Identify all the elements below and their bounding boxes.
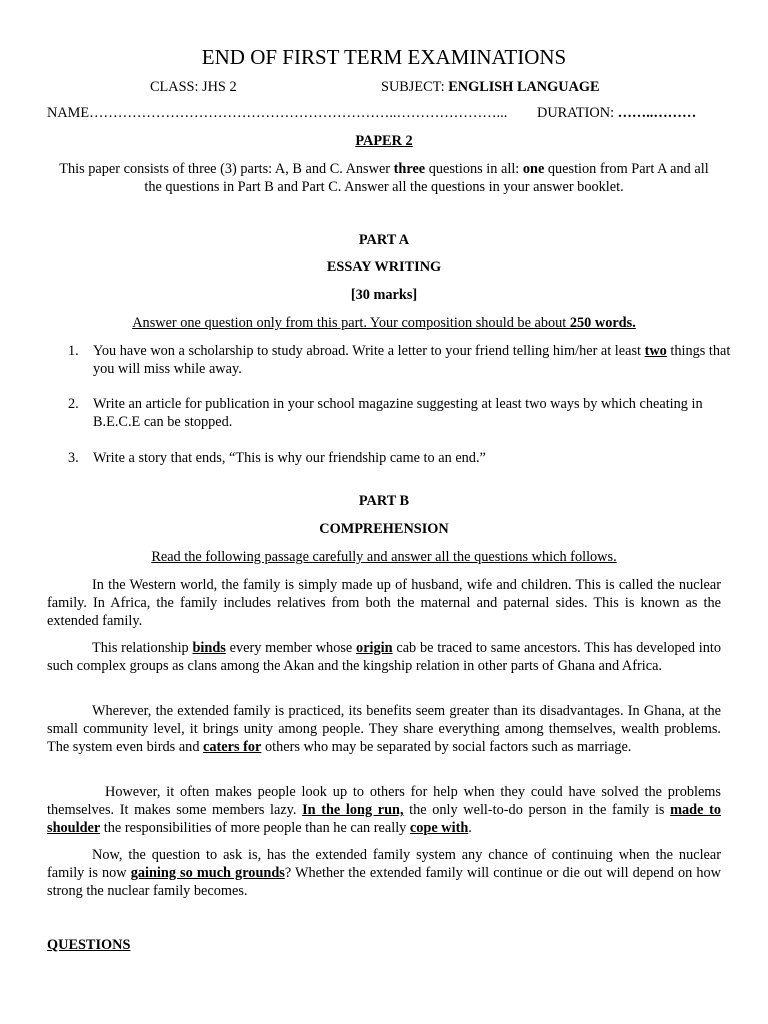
- subject-value: ENGLISH LANGUAGE: [448, 79, 600, 95]
- keyword-made-to-shoulder: made to shoulder: [47, 802, 721, 836]
- keyword-in-the-long-run: In the long run,: [302, 802, 404, 818]
- part-a-heading: PART A: [358, 232, 410, 248]
- paper-intro: [50, 160, 718, 196]
- exam-title: END OF FIRST TERM EXAMINATIONS: [201, 45, 567, 69]
- part-b-heading: PART B: [358, 493, 410, 509]
- paragraph-text: Now, the question to ask is, has the extended family system any chance of continuing when the nuclear family is now: [47, 847, 721, 881]
- passage-paragraph-2: [47, 639, 721, 675]
- class-label: CLASS: JHS 2: [150, 79, 237, 95]
- essay-question-2: Write an article for publication in your school magazine suggesting at least two ways by which cheating in B.E.C.E can be stopped.: [93, 396, 703, 430]
- paragraph-text: cab be traced to same ancestors. This has developed into such complex groups as clans among the Akan and the kingship relation in other parts of Ghana and Africa.: [47, 640, 721, 674]
- question-text: things that you will miss while away.: [93, 343, 731, 377]
- duration-label: DURATION:: [537, 105, 615, 121]
- paragraph-text: the responsibilities of more people than he can really: [100, 820, 410, 836]
- part-a-subheading: ESSAY WRITING: [326, 259, 442, 275]
- paragraph-text: ? Whether the extended family will continue or die out will depend on how strong the nuclear family becomes.: [47, 865, 722, 899]
- paper-title: PAPER 2: [355, 133, 413, 149]
- question-emphasis: two: [644, 343, 667, 359]
- subject-label: SUBJECT:: [381, 79, 445, 95]
- intro-text: question from Part A and all the questions in Part B and Part C. Answer all the questions in your answer booklet.: [144, 161, 709, 195]
- part-b-instruction: Read the following passage carefully and answer all the questions which follows.: [151, 549, 617, 565]
- questions-heading: QUESTIONS: [47, 937, 131, 953]
- keyword-binds: binds: [192, 640, 226, 656]
- paragraph-text: every member whose: [225, 640, 357, 656]
- passage-paragraph-4: [47, 783, 721, 837]
- name-line: NAME………………………………………………………..…………………...: [47, 105, 508, 121]
- intro-one: one: [522, 161, 545, 177]
- part-a-marks: [30 marks]: [350, 287, 418, 303]
- question-number: 3.: [68, 450, 79, 466]
- passage-paragraph-5: [47, 846, 721, 900]
- intro-text: This paper consists of three (3) parts: A, B and C. Answer: [59, 161, 394, 177]
- paragraph-text: the only well-to-do person in the family is: [403, 802, 671, 818]
- intro-text: questions in all:: [425, 161, 523, 177]
- intro-three: three: [393, 161, 426, 177]
- duration-line: [537, 105, 696, 122]
- question-number: 2.: [68, 396, 79, 412]
- subject-line: [381, 79, 600, 96]
- duration-value: ……..………: [617, 105, 697, 121]
- paragraph-text: In the Western world, the family is simply made up of husband, wife and children. This is called the nuclear family. In Africa, the family includes relatives from both the maternal and paternal sides. This is known as the extended family.: [47, 577, 721, 629]
- paragraph-text: .: [468, 820, 472, 836]
- paragraph-text: Wherever, the extended family is practiced, its benefits seem greater than its disadvantages. In Ghana, at the small community level, it brings unity among people. They share everything among themselves, wealth problems. The system even birds and: [47, 703, 721, 755]
- question-number: 1.: [68, 343, 79, 359]
- part-a-instruction: [0, 315, 768, 332]
- part-b-subheading: COMPREHENSION: [319, 521, 449, 537]
- essay-question-3: Write a story that ends, “This is why our friendship came to an end.”: [93, 450, 486, 466]
- keyword-caters-for: caters for: [203, 739, 262, 755]
- paragraph-text: This relationship: [92, 640, 193, 656]
- instruction-word-count: 250 words.: [569, 315, 636, 331]
- instruction-text: Answer one question only from this part. Your composition should be about: [132, 315, 570, 331]
- passage-paragraph-1: [47, 576, 721, 630]
- passage-paragraph-3: [47, 702, 721, 756]
- keyword-cope-with: cope with: [409, 820, 469, 836]
- question-text: You have won a scholarship to study abroad. Write a letter to your friend telling him/her at least: [93, 343, 645, 359]
- paragraph-text: However, it often makes people look up to others for help when they could have solved the problems themselves. It makes some members lazy.: [47, 784, 721, 818]
- paragraph-text: others who may be separated by social factors such as marriage.: [261, 739, 632, 755]
- essay-question-1: [93, 342, 733, 378]
- keyword-origin: origin: [356, 640, 393, 656]
- keyword-gaining-so-much-grounds: gaining so much grounds: [130, 865, 285, 881]
